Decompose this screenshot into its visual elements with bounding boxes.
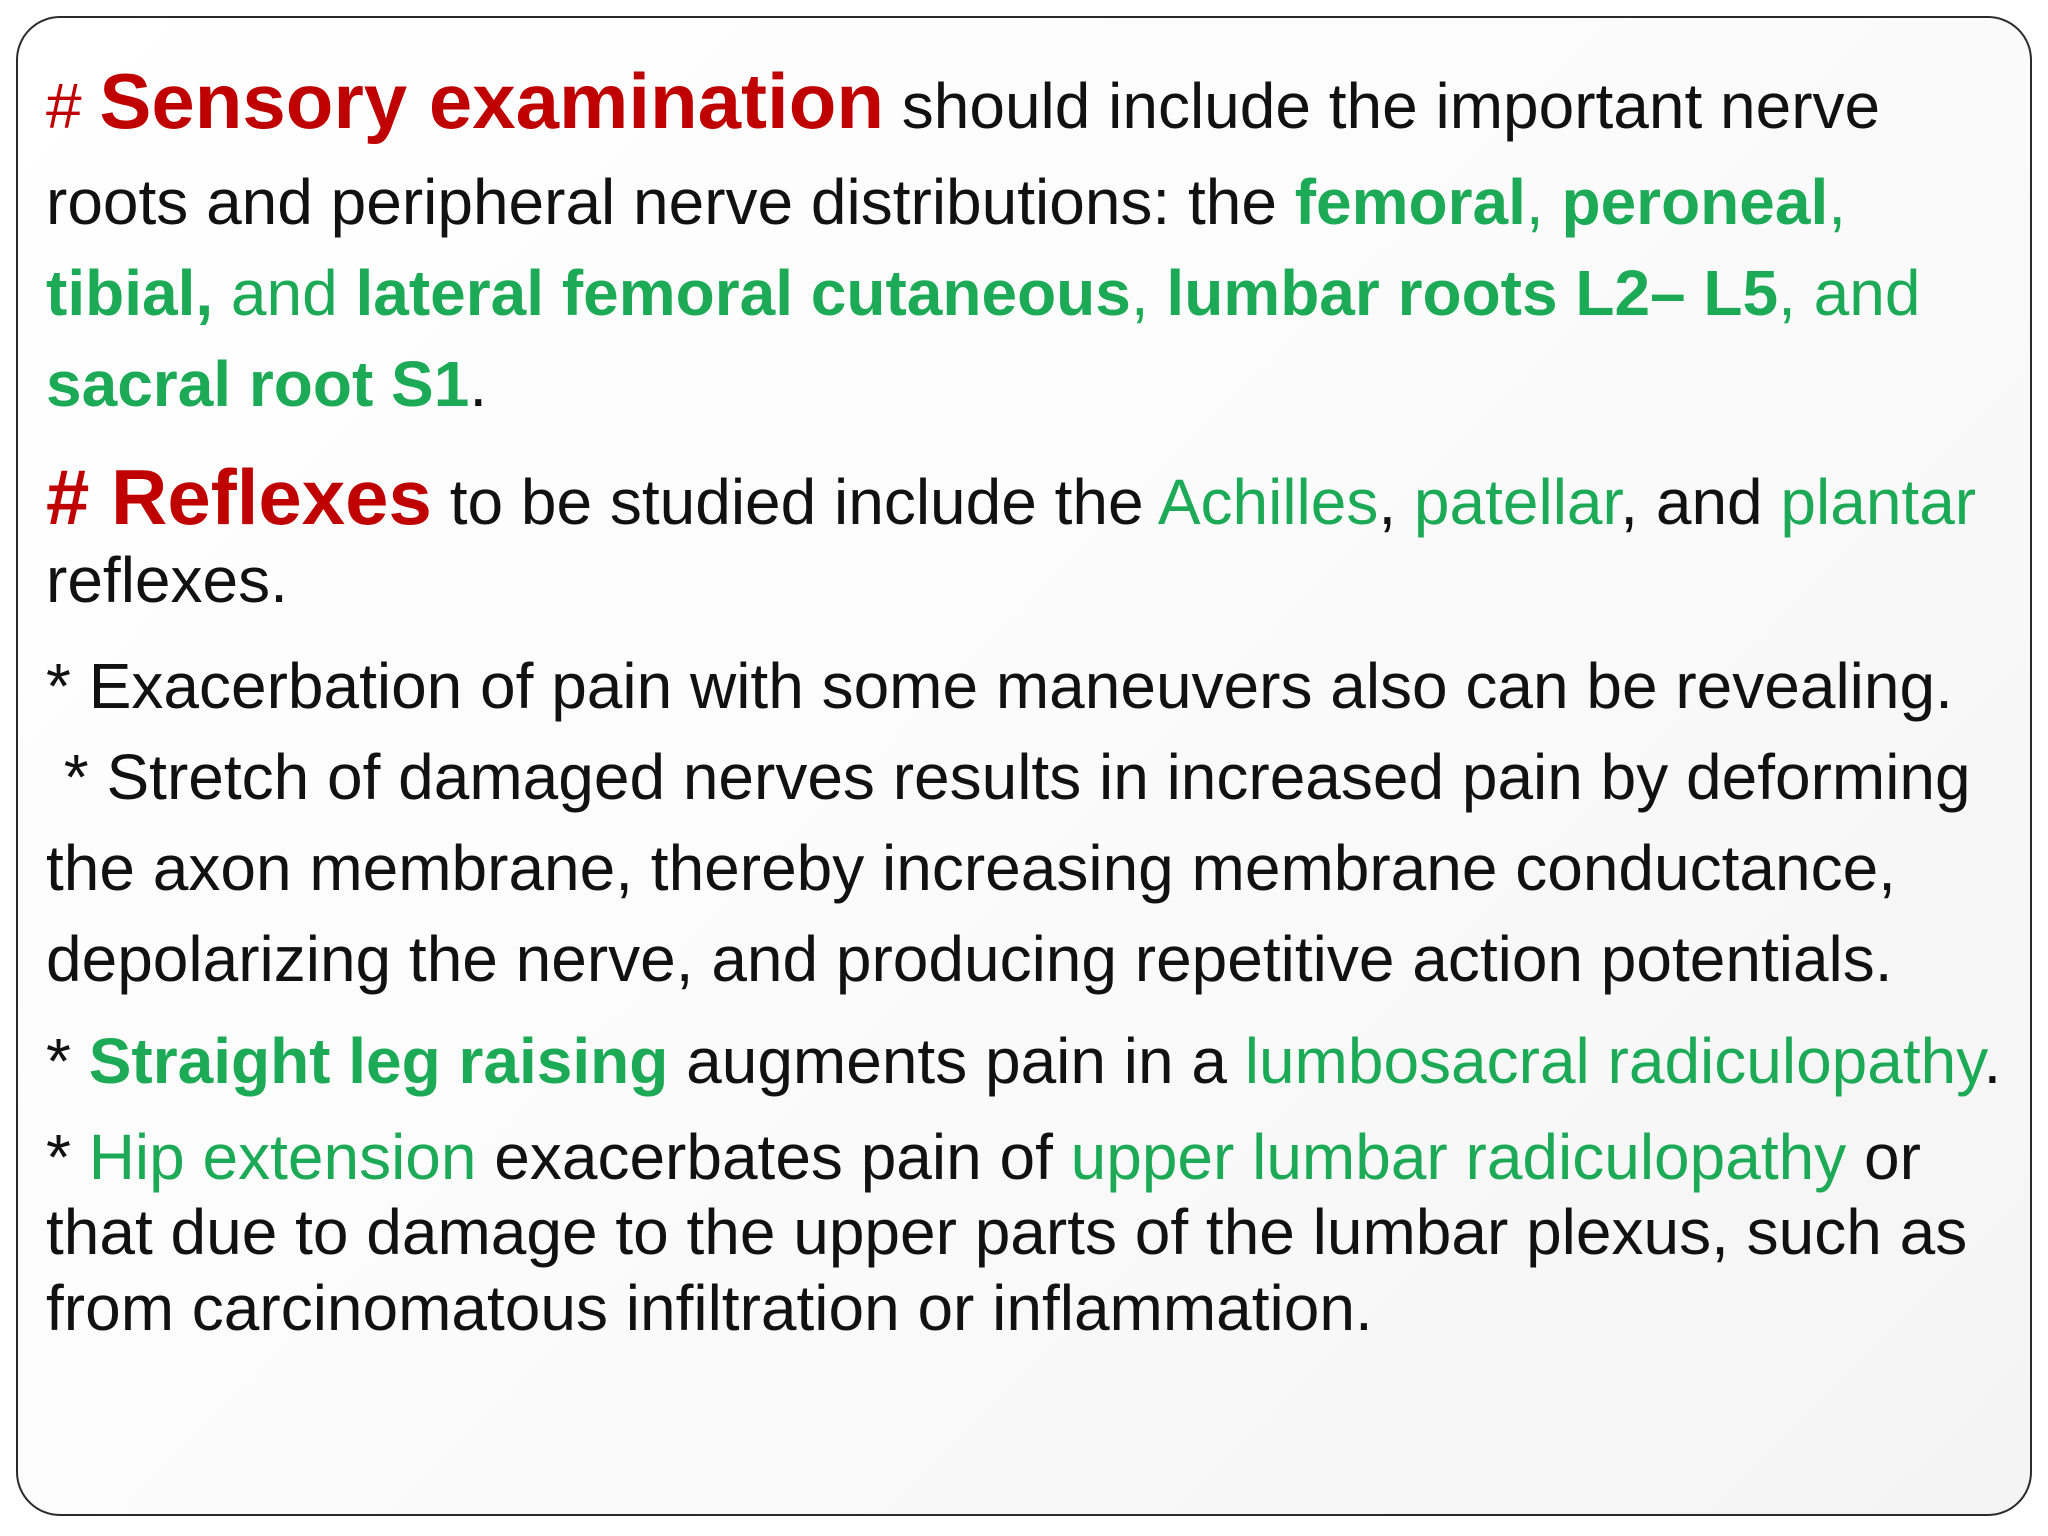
text: .: [1983, 1025, 2002, 1098]
straight-leg-raising-paragraph: [46, 1024, 2006, 1100]
text: and: [213, 256, 356, 329]
bullet-star: *: [46, 1025, 89, 1098]
term-hip-extension: Hip extension: [88, 1120, 477, 1193]
hip-extension-paragraph: [46, 1120, 2006, 1347]
text: , and: [1778, 256, 1921, 329]
sensory-examination-paragraph: [46, 46, 2006, 429]
text: exacerbates pain of: [476, 1120, 1071, 1193]
sensory-examination-heading: Sensory examination: [99, 57, 884, 145]
term-patellar: patellar: [1413, 466, 1621, 539]
term-peroneal: peroneal: [1561, 165, 1829, 238]
bullet-star: *: [46, 1120, 89, 1193]
term-tibial: tibial,: [46, 256, 214, 329]
text: reflexes.: [46, 544, 288, 617]
term-straight-leg-raising: Straight leg raising: [88, 1025, 669, 1098]
reflexes-heading: # Reflexes: [46, 453, 432, 542]
term-sacral-root: sacral root S1: [46, 347, 470, 420]
text: augments pain in a: [668, 1025, 1245, 1098]
term-lumbosacral-radiculopathy: lumbosacral radiculopathy: [1244, 1025, 1984, 1098]
term-achilles: Achilles: [1157, 466, 1379, 539]
reflexes-paragraph: [46, 451, 2006, 619]
slide-content: [46, 46, 2006, 1346]
term-upper-lumbar-radiculopathy: upper lumbar radiculopathy: [1070, 1120, 1847, 1193]
term-lateral-femoral-cutaneous: lateral femoral cutaneous: [355, 256, 1131, 329]
text: , and: [1620, 466, 1781, 539]
slide-frame: [16, 16, 2032, 1516]
term-lumbar-roots: lumbar roots L2– L5: [1166, 256, 1779, 329]
text: to be studied include the: [431, 466, 1158, 539]
text: ,: [1828, 165, 1846, 238]
term-plantar: plantar: [1780, 466, 1977, 539]
text: should include the important nerve roots and peripheral nerve distributions: the: [46, 70, 1881, 238]
text: ,: [1378, 466, 1414, 539]
text: ,: [1130, 256, 1167, 329]
text: ,: [1525, 165, 1562, 238]
hash-marker: #: [46, 70, 100, 142]
text: .: [469, 347, 488, 420]
stretch-paragraph: * Stretch of damaged nerves results in increased pain by deforming the axon membrane, thereby increasing membrane conductance, depolarizing the nerve, and producing repetitive action potentials.: [46, 740, 1989, 995]
exacerbation-paragraph: * Exacerbation of pain with some maneuvers also can be revealing.: [46, 649, 1953, 722]
term-femoral: femoral: [1294, 165, 1526, 238]
text: or that due to damage to the upper parts of the lumbar plexus, such as from carcinomatous infiltration or inflammation.: [46, 1120, 1968, 1344]
